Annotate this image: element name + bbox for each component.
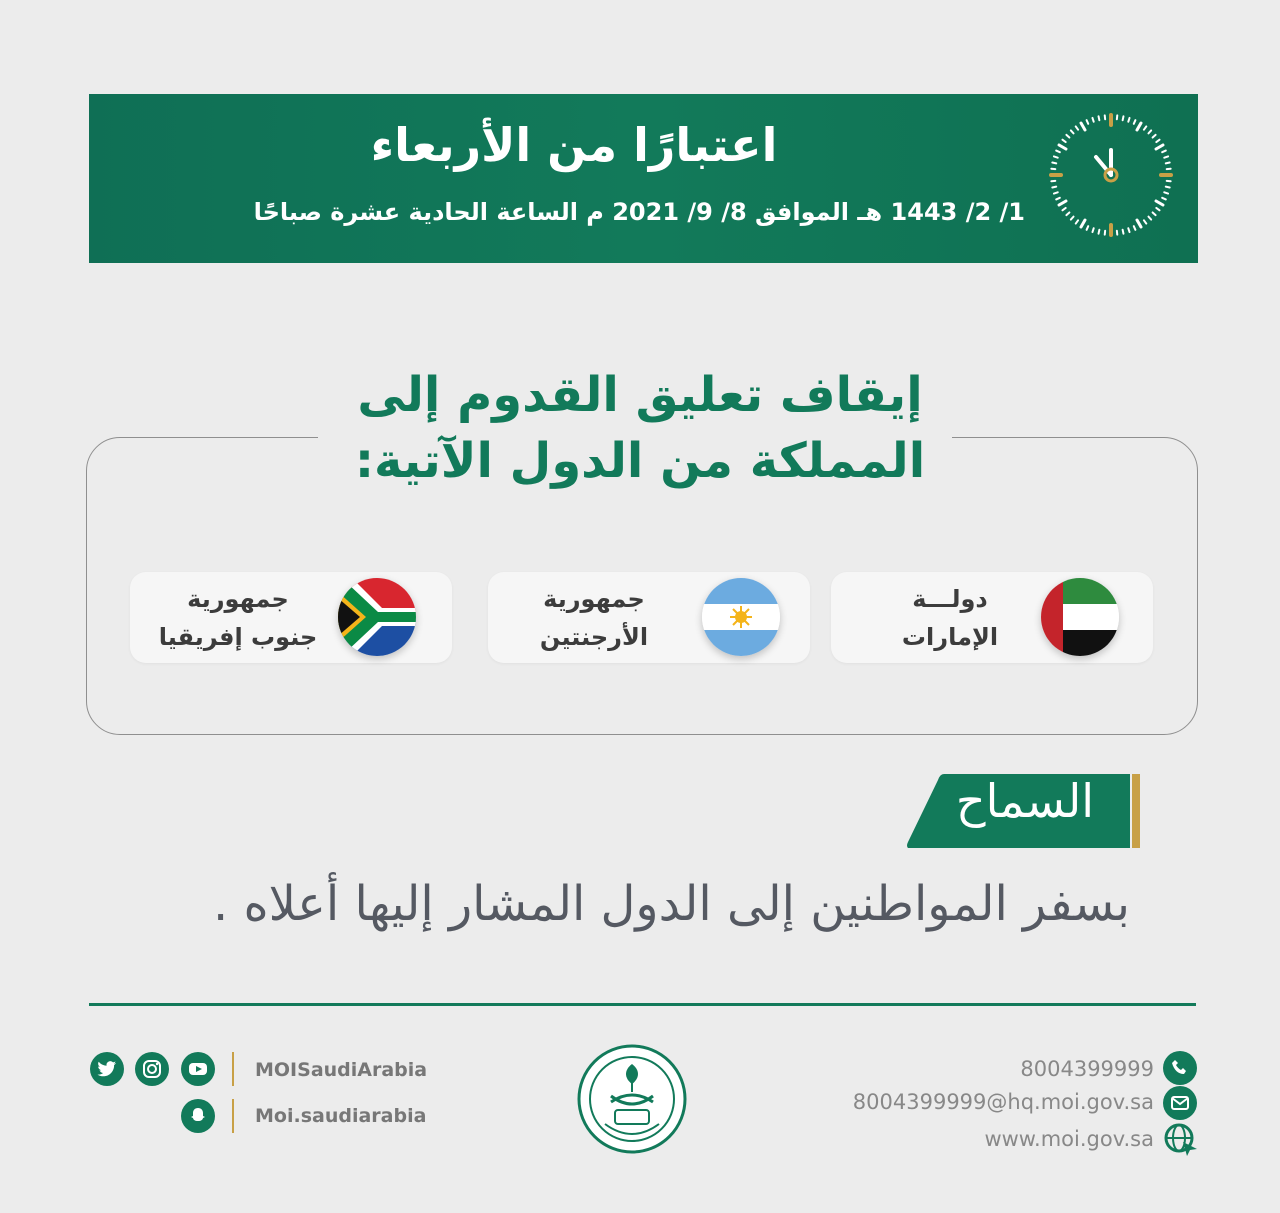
social-handle-1[interactable]: MOISaudiArabia bbox=[255, 1059, 428, 1081]
country-name-south-africa: جمهورية جنوب إفريقيا bbox=[158, 585, 318, 651]
clock-tick bbox=[1123, 230, 1124, 234]
clock-tick bbox=[1052, 163, 1056, 164]
phone-text[interactable]: 8004399999 bbox=[1020, 1057, 1154, 1081]
clock-tick bbox=[1148, 130, 1151, 133]
uae-flag-icon bbox=[1041, 578, 1119, 656]
clock-tick bbox=[1166, 163, 1170, 164]
clock-tick bbox=[1054, 192, 1058, 193]
clock-tick bbox=[1052, 187, 1056, 188]
main-heading-line1: إيقاف تعليق القدوم إلى bbox=[357, 367, 923, 423]
country-name-uae: دولـــة الإمارات bbox=[901, 585, 999, 651]
twitter-icon[interactable] bbox=[90, 1052, 124, 1086]
separator bbox=[232, 1052, 234, 1086]
clock-tick bbox=[1087, 120, 1089, 124]
instagram-icon[interactable] bbox=[135, 1052, 169, 1086]
phone-icon[interactable] bbox=[1163, 1051, 1197, 1085]
clock-tick bbox=[1092, 228, 1093, 232]
youtube-icon[interactable] bbox=[181, 1052, 215, 1086]
clock-tick bbox=[1062, 140, 1065, 142]
clock-tick bbox=[1059, 201, 1066, 205]
clock-tick bbox=[1128, 118, 1129, 122]
clock-tick bbox=[1076, 126, 1078, 129]
clock-tick bbox=[1162, 198, 1166, 200]
clock-icon bbox=[1046, 110, 1176, 240]
clock-tick bbox=[1099, 230, 1100, 234]
clock-tick bbox=[1166, 187, 1170, 188]
south-africa-flag-icon bbox=[338, 578, 416, 656]
allow-label: السماح bbox=[955, 774, 1095, 828]
clock-tick bbox=[1076, 220, 1078, 223]
country-name-argentina: جمهورية الأرجنتين bbox=[539, 585, 649, 651]
clock-tick bbox=[1134, 226, 1136, 230]
clock-tick bbox=[1162, 151, 1166, 153]
clock-tick bbox=[1071, 130, 1074, 133]
clock-tick bbox=[1164, 156, 1168, 157]
clock-tick bbox=[1137, 123, 1141, 130]
argentina-flag-icon bbox=[702, 578, 780, 656]
header-subtitle: 1/ 2/ 1443 هـ الموافق 8/ 9/ 2021 م الساعة الحادية عشرة صباحًا bbox=[253, 198, 1025, 226]
clock-tick bbox=[1156, 140, 1159, 142]
clock-tick bbox=[1071, 217, 1074, 220]
clock-tick bbox=[1153, 212, 1156, 215]
clock-tick bbox=[1087, 226, 1089, 230]
clock-tick bbox=[1156, 145, 1163, 149]
clock-tick bbox=[1156, 201, 1163, 205]
website-text[interactable]: www.moi.gov.sa bbox=[984, 1127, 1154, 1151]
clock-tick bbox=[1144, 220, 1146, 223]
clock-tick bbox=[1156, 208, 1159, 210]
clock-tick bbox=[1056, 151, 1060, 153]
clock-tick bbox=[1128, 228, 1129, 232]
clock-tick bbox=[1099, 116, 1100, 120]
social-handle-2[interactable]: Moi.saudiarabia bbox=[255, 1105, 427, 1127]
allow-statement: بسفر المواطنين إلى الدول المشار إليها أعلاه . bbox=[212, 876, 1130, 932]
email-icon[interactable] bbox=[1163, 1086, 1197, 1120]
clock-tick bbox=[1123, 116, 1124, 120]
clock-tick bbox=[1062, 208, 1065, 210]
footer-divider bbox=[89, 1003, 1196, 1006]
main-heading-line2: المملكة من الدول الآتية: bbox=[354, 433, 926, 489]
header-title: اعتبارًا من الأربعاء bbox=[370, 118, 778, 172]
clock-tick bbox=[1081, 220, 1085, 227]
separator bbox=[232, 1099, 234, 1133]
clock-tick bbox=[1054, 156, 1058, 157]
clock-tick bbox=[1164, 192, 1168, 193]
clock-tick bbox=[1066, 212, 1069, 215]
moi-emblem-icon bbox=[577, 1044, 687, 1154]
clock-tick bbox=[1066, 135, 1069, 138]
snapchat-icon[interactable] bbox=[181, 1099, 215, 1133]
clock-tick bbox=[1081, 123, 1085, 130]
globe-icon[interactable] bbox=[1163, 1122, 1199, 1158]
clock-tick bbox=[1134, 120, 1136, 124]
clock-tick bbox=[1144, 126, 1146, 129]
clock-tick bbox=[1059, 145, 1066, 149]
clock-tick bbox=[1153, 135, 1156, 138]
clock-tick bbox=[1137, 220, 1141, 227]
clock-tick bbox=[1092, 118, 1093, 122]
clock-tick bbox=[1148, 217, 1151, 220]
clock-tick bbox=[1056, 198, 1060, 200]
email-text[interactable]: 8004399999@hq.moi.gov.sa bbox=[852, 1090, 1154, 1114]
main-heading bbox=[300, 362, 980, 494]
